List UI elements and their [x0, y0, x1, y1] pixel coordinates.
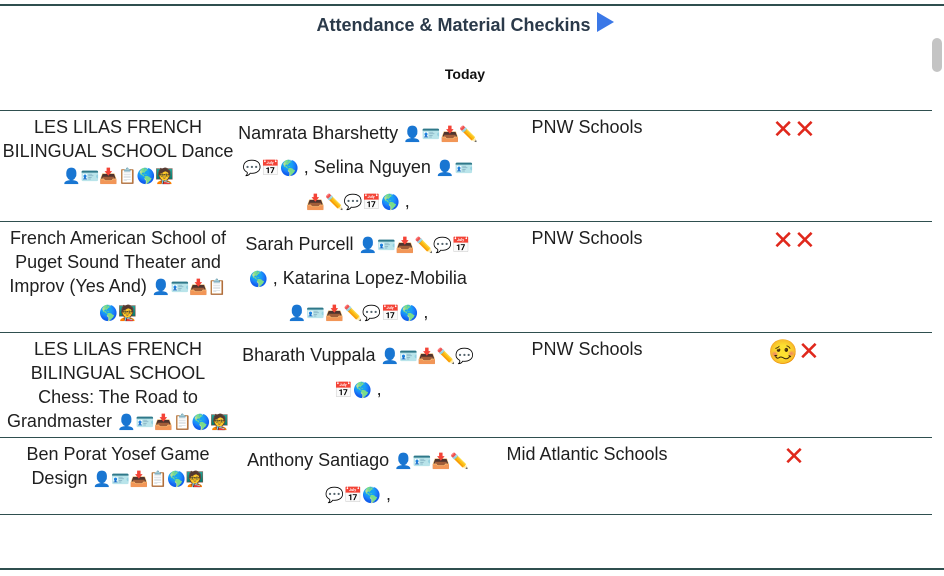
play-icon[interactable]: [597, 12, 614, 32]
region-cell: [480, 222, 694, 333]
x-mark-icon: ✕: [794, 226, 816, 256]
class-status-icons: 👤🪪📥📋🌎🧑‍🏫: [99, 279, 227, 322]
region-cell: [480, 438, 694, 515]
bottom-divider: [0, 568, 944, 570]
instructor-name: Sarah Purcell: [245, 234, 354, 254]
region-label: PNW Schools: [531, 117, 643, 137]
x-mark-icon: ✕: [772, 226, 794, 256]
checkin-status: [768, 337, 864, 368]
region-label: PNW Schools: [531, 339, 643, 359]
instructor-status-icons: 👤🪪📥✏️💬📅🌎: [306, 160, 474, 211]
checkin-status-cell: [694, 222, 932, 333]
class-cell: [0, 333, 236, 438]
section-title: Attendance & Material Checkins: [316, 15, 591, 35]
region-cell: [480, 333, 694, 438]
table-row: [0, 333, 932, 438]
checkin-status-cell: [694, 438, 932, 515]
class-status-icons: 👤🪪📥📋🌎🧑‍🏫: [61, 168, 175, 185]
checkin-status-cell: [694, 333, 932, 438]
instructor-name: Bharath Vuppala: [242, 345, 376, 365]
checkin-status: [783, 442, 849, 473]
instructors-cell: Bharath Vuppala 👤🪪📥✏️💬📅🌎 ,: [236, 333, 480, 438]
instructor-status-icons: 👤🪪📥✏️💬📅🌎: [324, 453, 469, 504]
instructor-status-icons: 👤🪪📥✏️💬📅🌎: [334, 348, 474, 399]
class-name: French American School of Puget Sound Theater and Improv (Yes And): [9, 228, 227, 296]
region-cell: [480, 111, 694, 222]
x-mark-icon: ✕: [772, 115, 794, 145]
class-name: LES LILAS FRENCH BILINGUAL SCHOOL Dance: [2, 117, 234, 161]
instructor-name: Selina Nguyen: [313, 157, 431, 177]
attendance-table: [0, 110, 932, 515]
checkin-status-cell: [694, 111, 932, 222]
region-label: Mid Atlantic Schools: [506, 444, 668, 464]
attendance-table-viewport[interactable]: [0, 110, 932, 533]
instructor-name: Anthony Santiago: [247, 450, 390, 470]
instructors-cell: Namrata Bharshetty 👤🪪📥✏️💬📅🌎 , Selina Nguyen 👤🪪📥✏️💬📅🌎 ,: [236, 111, 480, 222]
checkin-status: [772, 226, 860, 257]
instructors-cell: Anthony Santiago 👤🪪📥✏️💬📅🌎 ,: [236, 438, 480, 515]
instructor-name: Katarina Lopez-Mobilia: [282, 268, 467, 288]
instructor-status-icons: 👤🪪📥✏️💬📅🌎: [287, 305, 419, 322]
x-mark-icon: ✕: [798, 337, 820, 367]
date-label: Today: [444, 66, 486, 82]
class-status-icons: 👤🪪📥📋🌎🧑‍🏫: [92, 471, 205, 488]
class-cell: [0, 438, 236, 515]
class-cell: [0, 111, 236, 222]
region-label: PNW Schools: [531, 228, 643, 248]
table-row: [0, 438, 932, 515]
woozy-face-icon: 🥴: [768, 339, 799, 366]
table-row: [0, 111, 932, 222]
class-name: LES LILAS FRENCH BILINGUAL SCHOOL Chess: The Road to Grandmaster: [6, 339, 206, 431]
class-cell: [0, 222, 236, 333]
x-mark-icon: ✕: [783, 442, 805, 472]
checkin-status: [772, 115, 860, 146]
table-row: [0, 222, 932, 333]
top-divider: [0, 4, 944, 6]
class-name: Ben Porat Yosef Game Design: [26, 444, 210, 488]
class-status-icons: 👤🪪📥📋🌎🧑‍🏫: [117, 414, 230, 431]
instructors-cell: Sarah Purcell 👤🪪📥✏️💬📅🌎 , Katarina Lopez-Mobilia 👤🪪📥✏️💬📅🌎 ,: [236, 222, 480, 333]
instructor-status-icons: 👤🪪📥✏️💬📅🌎: [242, 126, 478, 177]
scrollbar-thumb[interactable]: [932, 38, 942, 72]
x-mark-icon: ✕: [794, 115, 816, 145]
instructor-status-icons: 👤🪪📥✏️💬📅🌎: [249, 237, 471, 288]
instructor-name: Namrata Bharshetty: [238, 123, 399, 143]
section-header: [0, 12, 930, 36]
